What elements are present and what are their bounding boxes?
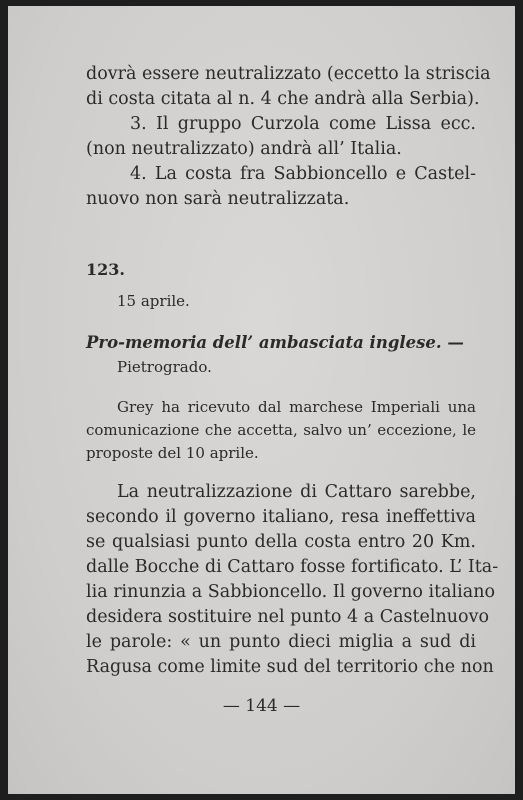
text-line: comunicazione che accetta, salvo un’ eccezione, le (86, 421, 476, 439)
document-title-text: Pro-memoria dell’ ambasciata inglese. (86, 333, 442, 352)
text-line: dovrà essere neutralizzato (eccetto la striscia (86, 64, 491, 84)
text-line: 4. La costa fra Sabbioncello e Castel- (130, 164, 476, 184)
text-line: lia rinunzia a Sabbioncello. Il governo italiano (86, 582, 495, 602)
text-line: Grey ha ricevuto dal marchese Imperiali una (117, 398, 476, 416)
title-dash: — (447, 333, 464, 352)
text-line: proposte del 10 aprile. (86, 444, 259, 462)
text-line: nuovo non sarà neutralizzata. (86, 189, 350, 209)
text-line: le parole: « un punto dieci miglia a sud di (86, 632, 476, 652)
text-line: secondo il governo italiano, resa ineffettiva (86, 507, 476, 527)
text-line: dalle Bocche di Cattaro fosse fortificato. L’ Ita- (86, 557, 499, 577)
text-line: La neutralizzazione di Cattaro sarebbe, (117, 482, 476, 502)
text-line: se qualsiasi punto della costa entro 20 Km. (86, 532, 476, 552)
text-line: 3. Il gruppo Curzola come Lissa ecc. (130, 114, 476, 134)
text-line: Ragusa come limite sud del territorio che non (86, 657, 494, 677)
text-line: di costa citata al n. 4 che andrà alla Serbia). (86, 89, 480, 109)
text-line: desidera sostituire nel punto 4 a Castelnuovo (86, 607, 490, 627)
document-place: Pietrogrado. (117, 358, 212, 376)
document-date: 15 aprile. (117, 292, 190, 310)
page-number: — 144 — (222, 696, 301, 716)
book-page (8, 6, 515, 794)
document-number: 123. (86, 260, 125, 279)
text-line: (non neutralizzato) andrà all’ Italia. (86, 139, 402, 159)
document-title (86, 333, 464, 352)
